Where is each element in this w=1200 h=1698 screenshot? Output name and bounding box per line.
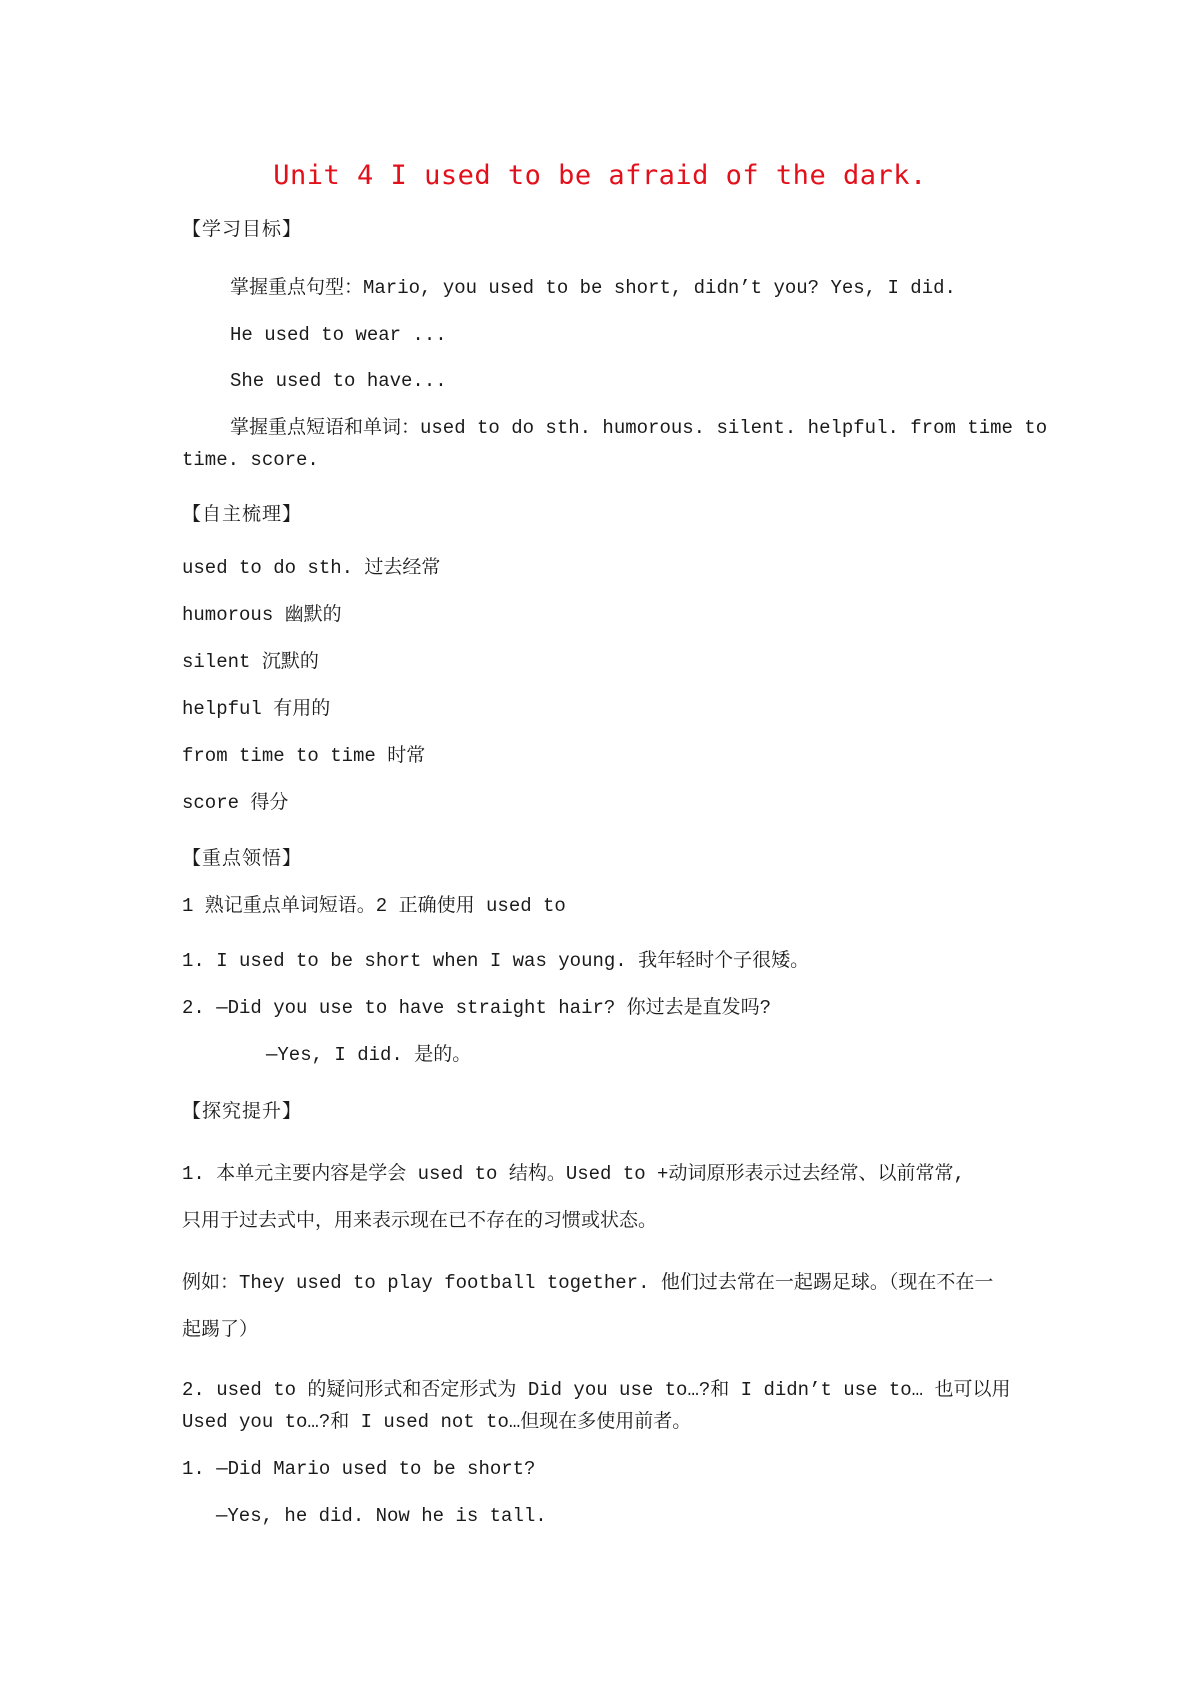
vocab-item: from time to time 时常 <box>182 745 426 767</box>
explore-line-7: 1. —Did Mario used to be short? <box>182 1458 536 1480</box>
key-points-line-2: 1. I used to be short when I was young. 我年轻时个子很矮。 <box>182 950 810 972</box>
goals-line-3: She used to have... <box>230 370 447 392</box>
key-points-line-1: 1 熟记重点单词短语。2 正确使用 used to <box>182 895 566 917</box>
explore-line-2: 只用于过去式中，用来表示现在已不存在的习惯或状态。 <box>182 1210 658 1232</box>
vocab-item: used to do sth. 过去经常 <box>182 557 441 579</box>
goals-line-1: 掌握重点句型：Mario, you used to be short, didn’t you? Yes, I did. <box>230 277 956 299</box>
explore-line-6: Used you to…?和 I used not to…但现在多使用前者。 <box>182 1411 692 1433</box>
vocab-item: helpful 有用的 <box>182 698 331 720</box>
document-title: Unit 4 I used to be afraid of the dark. <box>273 160 927 191</box>
explore-line-1: 1. 本单元主要内容是学会 used to 结构。Used to +动词原形表示过去经常、以前常常, <box>182 1163 965 1185</box>
goals-line-4: 掌握重点短语和单词：used to do sth. humorous. silent. helpful. from time to <box>230 417 1048 439</box>
explore-line-4: 起踢了） <box>182 1319 259 1341</box>
goals-heading: 【学习目标】 <box>182 218 303 240</box>
goals-line-5: time. score. <box>182 449 319 471</box>
vocab-item: score 得分 <box>182 792 289 814</box>
key-points-line-3: 2. —Did you use to have straight hair? 你过去是直发吗? <box>182 997 772 1019</box>
explore-line-5: 2. used to 的疑问形式和否定形式为 Did you use to…?和 I didn’t use to… 也可以用 <box>182 1379 1011 1401</box>
key-points-line-4: —Yes, I did. 是的。 <box>266 1044 472 1066</box>
explore-heading: 【探究提升】 <box>182 1100 303 1122</box>
goals-line-2: He used to wear ... <box>230 324 447 346</box>
explore-line-8: —Yes, he did. Now he is tall. <box>216 1505 547 1527</box>
explore-line-3: 例如：They used to play football together. 他们过去常在一起踢足球。（现在不在一 <box>182 1272 994 1294</box>
vocab-item: humorous 幽默的 <box>182 604 342 626</box>
self-study-heading: 【自主梳理】 <box>182 503 303 525</box>
vocab-item: silent 沉默的 <box>182 651 319 673</box>
key-points-heading: 【重点领悟】 <box>182 847 303 869</box>
